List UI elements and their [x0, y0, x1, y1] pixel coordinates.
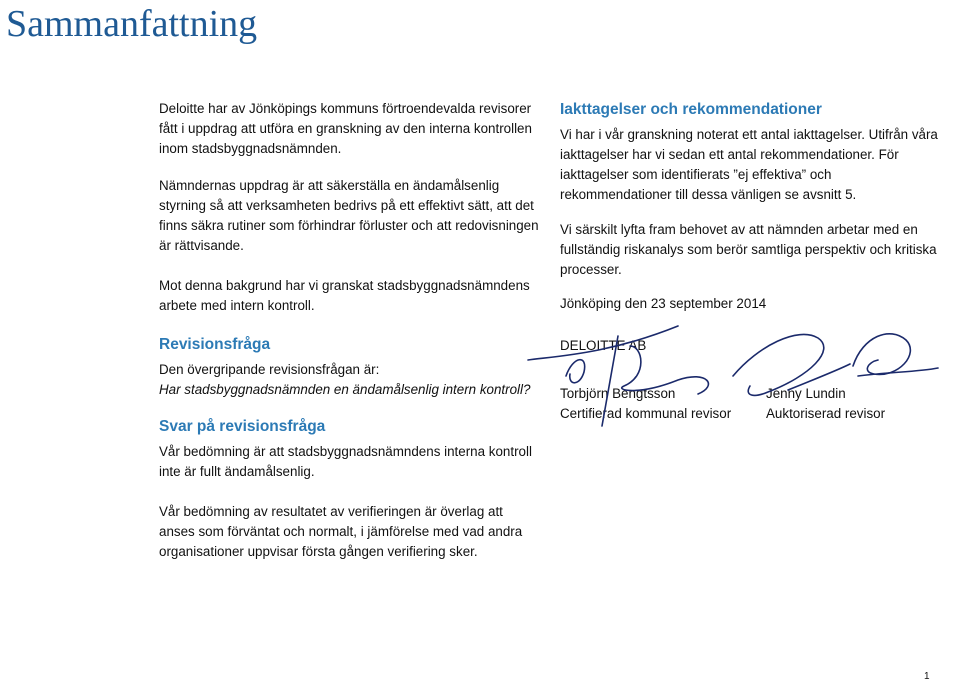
page-title: Sammanfattning — [6, 3, 258, 45]
revision-question-heading: Revisionsfråga — [159, 336, 271, 353]
intro-paragraph: Deloitte har av Jönköpings kommuns förtroendevalda revisorer fått i uppdrag att utföra en granskning av den interna kontrollen inom stadsbyggnadsnämnden. — [159, 101, 532, 156]
company-name: DELOITTE AB — [560, 338, 647, 353]
signature-2-stroke — [733, 334, 824, 395]
signature-2-stroke-loop — [853, 334, 910, 375]
revision-question-text: Har stadsbyggnadsnämnden en ändamålsenlig intern kontroll? — [159, 382, 531, 397]
observations-paragraph: Vi har i vår granskning noterat ett antal iakttagelser. Utifrån våra iakttagelser har vi sedan ett antal rekommendationer. För iakttagelser som identifierats ”ej effektiva” och rekommendationer till dessa vänligen se avsnitt 5. — [560, 127, 938, 202]
answer-text: Vår bedömning är att stadsbyggnadsnämndens interna kontroll inte är fullt ändamålsenlig. — [159, 444, 532, 479]
page-number: 1 — [924, 671, 930, 682]
answer-section — [159, 416, 539, 482]
signature-1-stroke — [528, 326, 678, 360]
mandate-paragraph: Nämndernas uppdrag är att säkerställa en ändamålsenlig styrning så att verksamheten bedrivs på ett effektivt sätt, att det finns säkra rutiner som förhindrar förluster och att redovisningen är rättvisande. — [159, 178, 539, 253]
background-paragraph: Mot denna bakgrund har vi granskat stadsbyggnadsnämndens arbete med intern kontroll. — [159, 278, 530, 313]
signature-1-stroke-loop — [566, 360, 585, 383]
left-column — [159, 99, 539, 562]
signer-1-title: Certifierad kommunal revisor — [560, 406, 732, 421]
signer-2-name: Jenny Lundin — [766, 386, 846, 401]
risk-analysis-paragraph: Vi särskilt lyfta fram behovet av att nämnden arbetar med en fullständig riskanalys som berör samtliga perspektiv och kritiska processer. — [560, 222, 937, 277]
revision-question-section — [159, 334, 539, 400]
verification-paragraph: Vår bedömning av resultatet av verifieringen är överlag att anses som förväntat och normalt, i jämförelse med vad andra organisationer uppvisar första gången verifiering sker. — [159, 504, 523, 559]
answer-heading: Svar på revisionsfråga — [159, 418, 326, 435]
place-date: Jönköping den 23 september 2014 — [560, 296, 767, 311]
signer-1-name: Torbjörn Bengtsson — [560, 386, 676, 401]
handwritten-signatures — [518, 316, 938, 426]
signature-1-stroke-curve — [622, 346, 709, 394]
revision-question-intro: Den övergripande revisionsfrågan är: — [159, 362, 380, 377]
signer-2-title: Auktoriserad revisor — [766, 406, 886, 421]
observations-heading: Iakttagelser och rekommendationer — [560, 101, 822, 118]
